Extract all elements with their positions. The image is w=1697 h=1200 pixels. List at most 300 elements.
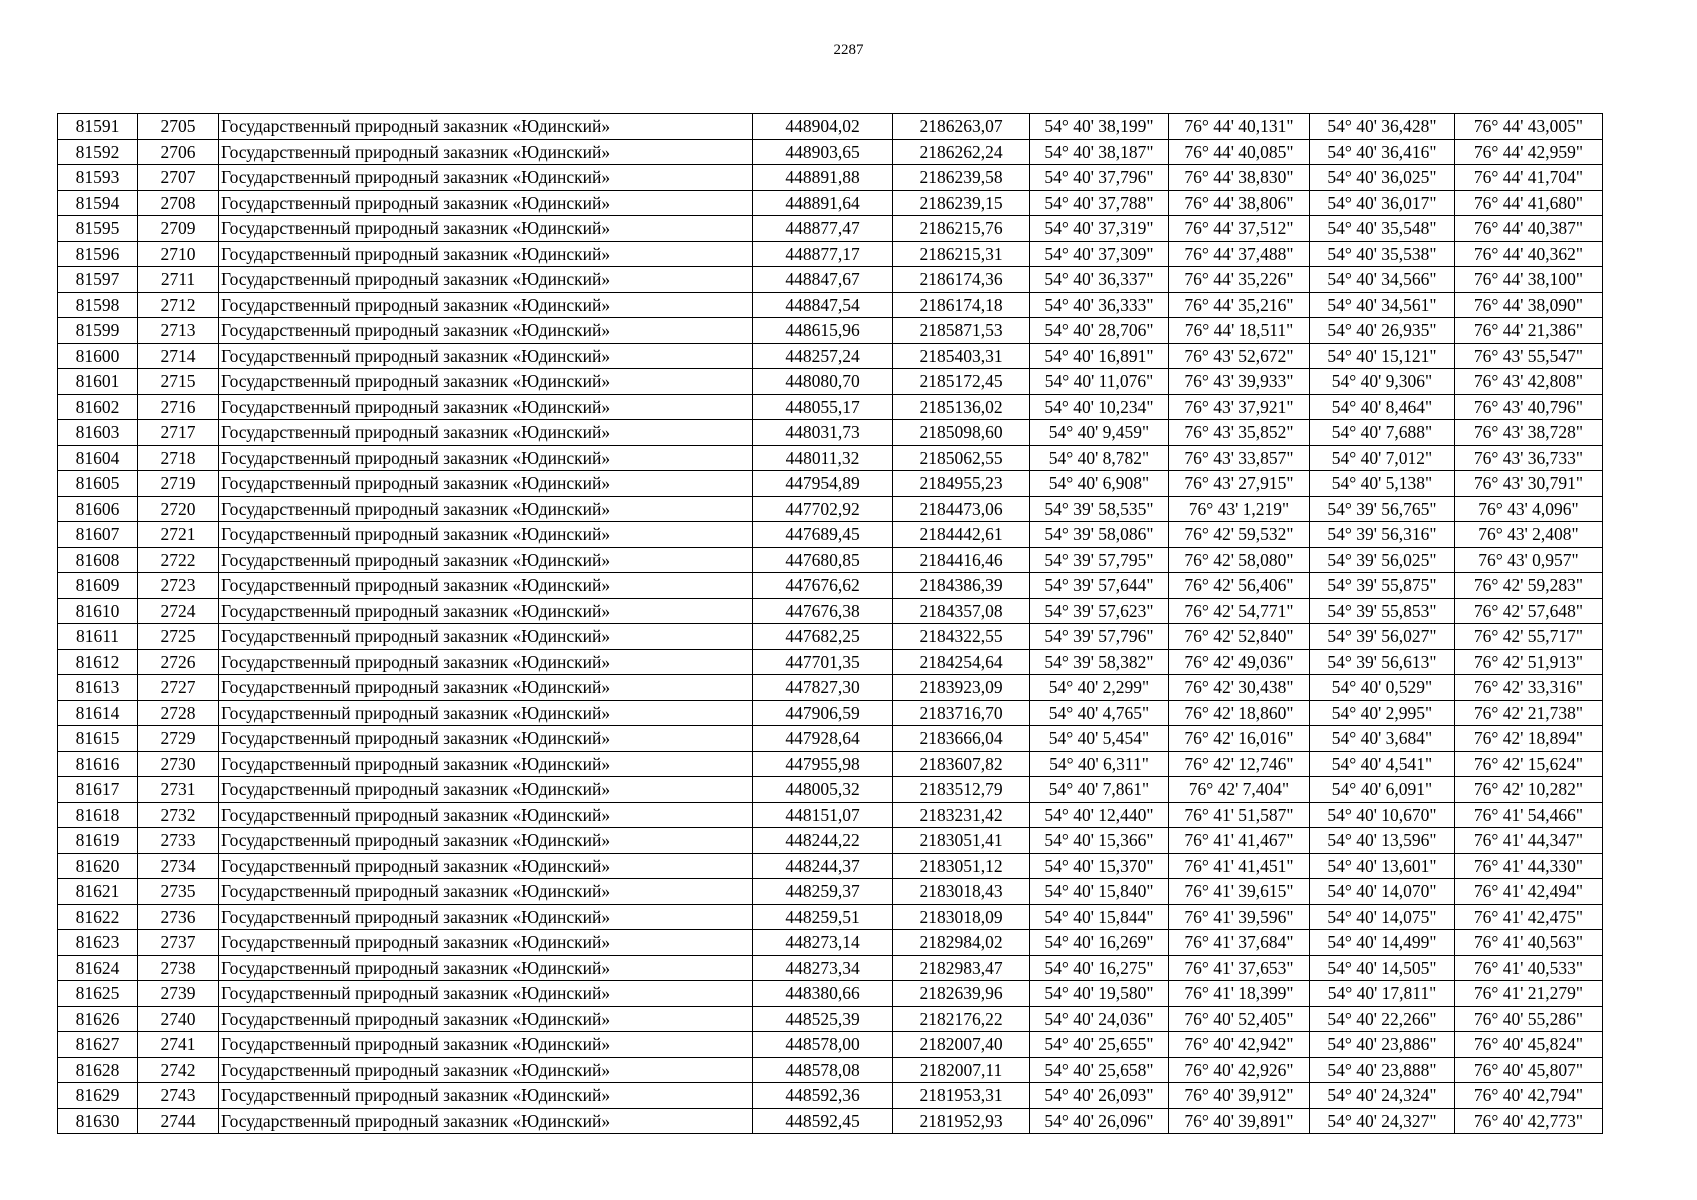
latitude-1-cell: 54° 40' 28,706" bbox=[1030, 318, 1169, 344]
coord-y-cell: 2186239,58 bbox=[893, 165, 1030, 191]
point-number-cell: 2738 bbox=[138, 955, 219, 981]
table-row bbox=[58, 981, 1603, 1007]
coordinates-table bbox=[57, 113, 1603, 1134]
latitude-1-cell: 54° 40' 7,861" bbox=[1030, 777, 1169, 803]
longitude-1-cell: 76° 40' 39,891" bbox=[1169, 1108, 1310, 1134]
table-row bbox=[58, 241, 1603, 267]
latitude-2-cell: 54° 40' 6,091" bbox=[1310, 777, 1455, 803]
longitude-2-cell: 76° 42' 55,717" bbox=[1455, 624, 1603, 650]
latitude-2-cell: 54° 40' 24,324" bbox=[1310, 1083, 1455, 1109]
point-number-cell: 2724 bbox=[138, 598, 219, 624]
table-row bbox=[58, 726, 1603, 752]
coord-x-cell: 447676,62 bbox=[753, 573, 893, 599]
coord-y-cell: 2186239,15 bbox=[893, 190, 1030, 216]
longitude-2-cell: 76° 42' 21,738" bbox=[1455, 700, 1603, 726]
coord-x-cell: 448259,37 bbox=[753, 879, 893, 905]
table-row bbox=[58, 879, 1603, 905]
longitude-2-cell: 76° 42' 57,648" bbox=[1455, 598, 1603, 624]
coord-x-cell: 447954,89 bbox=[753, 471, 893, 497]
longitude-1-cell: 76° 44' 37,488" bbox=[1169, 241, 1310, 267]
longitude-2-cell: 76° 41' 44,347" bbox=[1455, 828, 1603, 854]
longitude-1-cell: 76° 41' 51,587" bbox=[1169, 802, 1310, 828]
longitude-2-cell: 76° 44' 38,090" bbox=[1455, 292, 1603, 318]
reserve-name-cell: Государственный природный заказник «Юдинский» bbox=[219, 853, 753, 879]
coord-y-cell: 2183923,09 bbox=[893, 675, 1030, 701]
point-number-cell: 2726 bbox=[138, 649, 219, 675]
longitude-1-cell: 76° 44' 38,830" bbox=[1169, 165, 1310, 191]
latitude-2-cell: 54° 40' 4,541" bbox=[1310, 751, 1455, 777]
coord-x-cell: 448273,34 bbox=[753, 955, 893, 981]
reserve-name-cell: Государственный природный заказник «Юдинский» bbox=[219, 1057, 753, 1083]
latitude-1-cell: 54° 39' 58,086" bbox=[1030, 522, 1169, 548]
longitude-2-cell: 76° 42' 51,913" bbox=[1455, 649, 1603, 675]
longitude-1-cell: 76° 41' 18,399" bbox=[1169, 981, 1310, 1007]
row-number-cell: 81600 bbox=[58, 343, 138, 369]
latitude-1-cell: 54° 40' 37,319" bbox=[1030, 216, 1169, 242]
reserve-name-cell: Государственный природный заказник «Юдинский» bbox=[219, 700, 753, 726]
row-number-cell: 81591 bbox=[58, 114, 138, 140]
longitude-2-cell: 76° 41' 40,563" bbox=[1455, 930, 1603, 956]
longitude-2-cell: 76° 40' 55,286" bbox=[1455, 1006, 1603, 1032]
longitude-2-cell: 76° 44' 40,362" bbox=[1455, 241, 1603, 267]
table-row bbox=[58, 343, 1603, 369]
latitude-2-cell: 54° 39' 55,853" bbox=[1310, 598, 1455, 624]
coord-y-cell: 2184386,39 bbox=[893, 573, 1030, 599]
latitude-2-cell: 54° 40' 14,070" bbox=[1310, 879, 1455, 905]
row-number-cell: 81609 bbox=[58, 573, 138, 599]
longitude-1-cell: 76° 43' 37,921" bbox=[1169, 394, 1310, 420]
longitude-2-cell: 76° 44' 21,386" bbox=[1455, 318, 1603, 344]
coord-x-cell: 448847,54 bbox=[753, 292, 893, 318]
point-number-cell: 2717 bbox=[138, 420, 219, 446]
coord-x-cell: 447701,35 bbox=[753, 649, 893, 675]
longitude-2-cell: 76° 43' 38,728" bbox=[1455, 420, 1603, 446]
reserve-name-cell: Государственный природный заказник «Юдинский» bbox=[219, 114, 753, 140]
latitude-1-cell: 54° 40' 38,199" bbox=[1030, 114, 1169, 140]
row-number-cell: 81624 bbox=[58, 955, 138, 981]
longitude-1-cell: 76° 43' 39,933" bbox=[1169, 369, 1310, 395]
latitude-2-cell: 54° 40' 15,121" bbox=[1310, 343, 1455, 369]
row-number-cell: 81608 bbox=[58, 547, 138, 573]
row-number-cell: 81595 bbox=[58, 216, 138, 242]
coord-y-cell: 2186174,18 bbox=[893, 292, 1030, 318]
longitude-2-cell: 76° 41' 21,279" bbox=[1455, 981, 1603, 1007]
longitude-1-cell: 76° 44' 38,806" bbox=[1169, 190, 1310, 216]
row-number-cell: 81618 bbox=[58, 802, 138, 828]
longitude-1-cell: 76° 42' 52,840" bbox=[1169, 624, 1310, 650]
reserve-name-cell: Государственный природный заказник «Юдинский» bbox=[219, 216, 753, 242]
point-number-cell: 2718 bbox=[138, 445, 219, 471]
coord-y-cell: 2186215,76 bbox=[893, 216, 1030, 242]
coord-x-cell: 448273,14 bbox=[753, 930, 893, 956]
reserve-name-cell: Государственный природный заказник «Юдинский» bbox=[219, 675, 753, 701]
latitude-1-cell: 54° 40' 37,788" bbox=[1030, 190, 1169, 216]
longitude-1-cell: 76° 41' 37,653" bbox=[1169, 955, 1310, 981]
coord-y-cell: 2186263,07 bbox=[893, 114, 1030, 140]
coord-y-cell: 2181952,93 bbox=[893, 1108, 1030, 1134]
coord-y-cell: 2181953,31 bbox=[893, 1083, 1030, 1109]
latitude-1-cell: 54° 40' 36,337" bbox=[1030, 267, 1169, 293]
table-row bbox=[58, 904, 1603, 930]
point-number-cell: 2721 bbox=[138, 522, 219, 548]
table-row bbox=[58, 267, 1603, 293]
point-number-cell: 2735 bbox=[138, 879, 219, 905]
reserve-name-cell: Государственный природный заказник «Юдинский» bbox=[219, 471, 753, 497]
point-number-cell: 2723 bbox=[138, 573, 219, 599]
reserve-name-cell: Государственный природный заказник «Юдинский» bbox=[219, 267, 753, 293]
latitude-1-cell: 54° 40' 38,187" bbox=[1030, 139, 1169, 165]
point-number-cell: 2730 bbox=[138, 751, 219, 777]
row-number-cell: 81621 bbox=[58, 879, 138, 905]
point-number-cell: 2714 bbox=[138, 343, 219, 369]
coord-y-cell: 2186174,36 bbox=[893, 267, 1030, 293]
latitude-2-cell: 54° 40' 36,428" bbox=[1310, 114, 1455, 140]
table-row bbox=[58, 1057, 1603, 1083]
reserve-name-cell: Государственный природный заказник «Юдинский» bbox=[219, 573, 753, 599]
point-number-cell: 2740 bbox=[138, 1006, 219, 1032]
longitude-2-cell: 76° 44' 40,387" bbox=[1455, 216, 1603, 242]
table-row bbox=[58, 318, 1603, 344]
latitude-1-cell: 54° 39' 57,623" bbox=[1030, 598, 1169, 624]
latitude-1-cell: 54° 40' 37,796" bbox=[1030, 165, 1169, 191]
table-row bbox=[58, 777, 1603, 803]
longitude-1-cell: 76° 42' 30,438" bbox=[1169, 675, 1310, 701]
latitude-2-cell: 54° 40' 14,505" bbox=[1310, 955, 1455, 981]
coord-x-cell: 447676,38 bbox=[753, 598, 893, 624]
table-row bbox=[58, 802, 1603, 828]
longitude-2-cell: 76° 43' 30,791" bbox=[1455, 471, 1603, 497]
latitude-2-cell: 54° 40' 26,935" bbox=[1310, 318, 1455, 344]
latitude-1-cell: 54° 40' 19,580" bbox=[1030, 981, 1169, 1007]
table-row bbox=[58, 369, 1603, 395]
latitude-2-cell: 54° 40' 7,688" bbox=[1310, 420, 1455, 446]
reserve-name-cell: Государственный природный заказник «Юдинский» bbox=[219, 241, 753, 267]
point-number-cell: 2720 bbox=[138, 496, 219, 522]
reserve-name-cell: Государственный природный заказник «Юдинский» bbox=[219, 1108, 753, 1134]
longitude-2-cell: 76° 44' 41,680" bbox=[1455, 190, 1603, 216]
reserve-name-cell: Государственный природный заказник «Юдинский» bbox=[219, 649, 753, 675]
coord-x-cell: 447680,85 bbox=[753, 547, 893, 573]
longitude-1-cell: 76° 41' 39,615" bbox=[1169, 879, 1310, 905]
longitude-1-cell: 76° 40' 52,405" bbox=[1169, 1006, 1310, 1032]
longitude-1-cell: 76° 41' 41,451" bbox=[1169, 853, 1310, 879]
coord-y-cell: 2182007,40 bbox=[893, 1032, 1030, 1058]
longitude-1-cell: 76° 41' 41,467" bbox=[1169, 828, 1310, 854]
table-row bbox=[58, 955, 1603, 981]
latitude-1-cell: 54° 40' 15,370" bbox=[1030, 853, 1169, 879]
page-number: 2287 bbox=[833, 42, 864, 58]
coord-x-cell: 448011,32 bbox=[753, 445, 893, 471]
point-number-cell: 2739 bbox=[138, 981, 219, 1007]
latitude-2-cell: 54° 39' 56,027" bbox=[1310, 624, 1455, 650]
coord-y-cell: 2185062,55 bbox=[893, 445, 1030, 471]
row-number-cell: 81619 bbox=[58, 828, 138, 854]
latitude-2-cell: 54° 40' 35,538" bbox=[1310, 241, 1455, 267]
row-number-cell: 81605 bbox=[58, 471, 138, 497]
latitude-1-cell: 54° 40' 26,096" bbox=[1030, 1108, 1169, 1134]
table-row bbox=[58, 547, 1603, 573]
reserve-name-cell: Государственный природный заказник «Юдинский» bbox=[219, 828, 753, 854]
latitude-2-cell: 54° 40' 36,017" bbox=[1310, 190, 1455, 216]
reserve-name-cell: Государственный природный заказник «Юдинский» bbox=[219, 726, 753, 752]
longitude-1-cell: 76° 40' 39,912" bbox=[1169, 1083, 1310, 1109]
coord-x-cell: 448525,39 bbox=[753, 1006, 893, 1032]
point-number-cell: 2716 bbox=[138, 394, 219, 420]
table-row bbox=[58, 1032, 1603, 1058]
reserve-name-cell: Государственный природный заказник «Юдинский» bbox=[219, 751, 753, 777]
table-row bbox=[58, 930, 1603, 956]
longitude-2-cell: 76° 44' 43,005" bbox=[1455, 114, 1603, 140]
coord-x-cell: 447827,30 bbox=[753, 675, 893, 701]
table-row bbox=[58, 598, 1603, 624]
coord-y-cell: 2183231,42 bbox=[893, 802, 1030, 828]
latitude-1-cell: 54° 40' 8,782" bbox=[1030, 445, 1169, 471]
row-number-cell: 81592 bbox=[58, 139, 138, 165]
latitude-1-cell: 54° 40' 6,311" bbox=[1030, 751, 1169, 777]
coord-y-cell: 2185172,45 bbox=[893, 369, 1030, 395]
latitude-1-cell: 54° 40' 26,093" bbox=[1030, 1083, 1169, 1109]
coord-y-cell: 2184416,46 bbox=[893, 547, 1030, 573]
longitude-2-cell: 76° 42' 15,624" bbox=[1455, 751, 1603, 777]
longitude-2-cell: 76° 42' 59,283" bbox=[1455, 573, 1603, 599]
coord-x-cell: 448903,65 bbox=[753, 139, 893, 165]
point-number-cell: 2713 bbox=[138, 318, 219, 344]
longitude-2-cell: 76° 43' 2,408" bbox=[1455, 522, 1603, 548]
coord-x-cell: 448259,51 bbox=[753, 904, 893, 930]
reserve-name-cell: Государственный природный заказник «Юдинский» bbox=[219, 930, 753, 956]
latitude-2-cell: 54° 39' 55,875" bbox=[1310, 573, 1455, 599]
reserve-name-cell: Государственный природный заказник «Юдинский» bbox=[219, 394, 753, 420]
latitude-1-cell: 54° 40' 25,658" bbox=[1030, 1057, 1169, 1083]
reserve-name-cell: Государственный природный заказник «Юдинский» bbox=[219, 445, 753, 471]
latitude-1-cell: 54° 40' 16,891" bbox=[1030, 343, 1169, 369]
reserve-name-cell: Государственный природный заказник «Юдинский» bbox=[219, 139, 753, 165]
reserve-name-cell: Государственный природный заказник «Юдинский» bbox=[219, 1006, 753, 1032]
point-number-cell: 2719 bbox=[138, 471, 219, 497]
row-number-cell: 81629 bbox=[58, 1083, 138, 1109]
reserve-name-cell: Государственный природный заказник «Юдинский» bbox=[219, 369, 753, 395]
longitude-1-cell: 76° 43' 52,672" bbox=[1169, 343, 1310, 369]
longitude-2-cell: 76° 41' 42,494" bbox=[1455, 879, 1603, 905]
reserve-name-cell: Государственный природный заказник «Юдинский» bbox=[219, 981, 753, 1007]
coord-x-cell: 448592,45 bbox=[753, 1108, 893, 1134]
coord-y-cell: 2184357,08 bbox=[893, 598, 1030, 624]
row-number-cell: 81630 bbox=[58, 1108, 138, 1134]
longitude-2-cell: 76° 43' 4,096" bbox=[1455, 496, 1603, 522]
coord-y-cell: 2183716,70 bbox=[893, 700, 1030, 726]
reserve-name-cell: Государственный природный заказник «Юдинский» bbox=[219, 879, 753, 905]
coord-y-cell: 2182176,22 bbox=[893, 1006, 1030, 1032]
table-row bbox=[58, 114, 1603, 140]
point-number-cell: 2743 bbox=[138, 1083, 219, 1109]
coord-y-cell: 2185136,02 bbox=[893, 394, 1030, 420]
coord-y-cell: 2182983,47 bbox=[893, 955, 1030, 981]
row-number-cell: 81617 bbox=[58, 777, 138, 803]
point-number-cell: 2733 bbox=[138, 828, 219, 854]
longitude-2-cell: 76° 41' 54,466" bbox=[1455, 802, 1603, 828]
row-number-cell: 81610 bbox=[58, 598, 138, 624]
point-number-cell: 2742 bbox=[138, 1057, 219, 1083]
row-number-cell: 81612 bbox=[58, 649, 138, 675]
coord-y-cell: 2182007,11 bbox=[893, 1057, 1030, 1083]
longitude-1-cell: 76° 44' 35,216" bbox=[1169, 292, 1310, 318]
row-number-cell: 81611 bbox=[58, 624, 138, 650]
coord-x-cell: 447682,25 bbox=[753, 624, 893, 650]
coord-y-cell: 2183018,09 bbox=[893, 904, 1030, 930]
longitude-1-cell: 76° 41' 37,684" bbox=[1169, 930, 1310, 956]
point-number-cell: 2729 bbox=[138, 726, 219, 752]
coord-x-cell: 448257,24 bbox=[753, 343, 893, 369]
coord-y-cell: 2184254,64 bbox=[893, 649, 1030, 675]
coord-x-cell: 447702,92 bbox=[753, 496, 893, 522]
latitude-2-cell: 54° 40' 8,464" bbox=[1310, 394, 1455, 420]
latitude-2-cell: 54° 40' 0,529" bbox=[1310, 675, 1455, 701]
longitude-2-cell: 76° 43' 36,733" bbox=[1455, 445, 1603, 471]
longitude-1-cell: 76° 40' 42,926" bbox=[1169, 1057, 1310, 1083]
latitude-2-cell: 54° 40' 23,886" bbox=[1310, 1032, 1455, 1058]
coord-y-cell: 2183051,12 bbox=[893, 853, 1030, 879]
point-number-cell: 2736 bbox=[138, 904, 219, 930]
latitude-2-cell: 54° 39' 56,765" bbox=[1310, 496, 1455, 522]
reserve-name-cell: Государственный природный заказник «Юдинский» bbox=[219, 547, 753, 573]
coord-x-cell: 447955,98 bbox=[753, 751, 893, 777]
latitude-1-cell: 54° 39' 57,795" bbox=[1030, 547, 1169, 573]
latitude-1-cell: 54° 40' 12,440" bbox=[1030, 802, 1169, 828]
longitude-1-cell: 76° 43' 33,857" bbox=[1169, 445, 1310, 471]
coord-x-cell: 448151,07 bbox=[753, 802, 893, 828]
latitude-2-cell: 54° 39' 56,025" bbox=[1310, 547, 1455, 573]
longitude-2-cell: 76° 44' 41,704" bbox=[1455, 165, 1603, 191]
latitude-2-cell: 54° 39' 56,316" bbox=[1310, 522, 1455, 548]
latitude-1-cell: 54° 39' 57,796" bbox=[1030, 624, 1169, 650]
latitude-1-cell: 54° 40' 15,366" bbox=[1030, 828, 1169, 854]
table-row bbox=[58, 445, 1603, 471]
latitude-2-cell: 54° 40' 13,601" bbox=[1310, 853, 1455, 879]
latitude-2-cell: 54° 40' 22,266" bbox=[1310, 1006, 1455, 1032]
latitude-2-cell: 54° 40' 36,025" bbox=[1310, 165, 1455, 191]
row-number-cell: 81616 bbox=[58, 751, 138, 777]
row-number-cell: 81627 bbox=[58, 1032, 138, 1058]
table-row bbox=[58, 139, 1603, 165]
longitude-1-cell: 76° 42' 16,016" bbox=[1169, 726, 1310, 752]
table-row bbox=[58, 1006, 1603, 1032]
longitude-1-cell: 76° 42' 56,406" bbox=[1169, 573, 1310, 599]
coord-x-cell: 448055,17 bbox=[753, 394, 893, 420]
coord-x-cell: 448847,67 bbox=[753, 267, 893, 293]
longitude-2-cell: 76° 41' 42,475" bbox=[1455, 904, 1603, 930]
coord-x-cell: 448877,47 bbox=[753, 216, 893, 242]
latitude-1-cell: 54° 40' 16,269" bbox=[1030, 930, 1169, 956]
coord-y-cell: 2183051,41 bbox=[893, 828, 1030, 854]
coord-x-cell: 447928,64 bbox=[753, 726, 893, 752]
point-number-cell: 2731 bbox=[138, 777, 219, 803]
reserve-name-cell: Государственный природный заказник «Юдинский» bbox=[219, 1032, 753, 1058]
latitude-1-cell: 54° 39' 57,644" bbox=[1030, 573, 1169, 599]
longitude-1-cell: 76° 43' 27,915" bbox=[1169, 471, 1310, 497]
longitude-1-cell: 76° 42' 49,036" bbox=[1169, 649, 1310, 675]
latitude-1-cell: 54° 40' 36,333" bbox=[1030, 292, 1169, 318]
coord-y-cell: 2183018,43 bbox=[893, 879, 1030, 905]
point-number-cell: 2737 bbox=[138, 930, 219, 956]
row-number-cell: 81628 bbox=[58, 1057, 138, 1083]
latitude-2-cell: 54° 40' 34,561" bbox=[1310, 292, 1455, 318]
coord-x-cell: 448244,37 bbox=[753, 853, 893, 879]
table-row bbox=[58, 216, 1603, 242]
row-number-cell: 81594 bbox=[58, 190, 138, 216]
point-number-cell: 2715 bbox=[138, 369, 219, 395]
coord-x-cell: 448380,66 bbox=[753, 981, 893, 1007]
longitude-1-cell: 76° 43' 1,219" bbox=[1169, 496, 1310, 522]
coord-y-cell: 2184442,61 bbox=[893, 522, 1030, 548]
longitude-1-cell: 76° 40' 42,942" bbox=[1169, 1032, 1310, 1058]
reserve-name-cell: Государственный природный заказник «Юдинский» bbox=[219, 904, 753, 930]
row-number-cell: 81601 bbox=[58, 369, 138, 395]
coord-x-cell: 448244,22 bbox=[753, 828, 893, 854]
longitude-2-cell: 76° 42' 33,316" bbox=[1455, 675, 1603, 701]
latitude-2-cell: 54° 40' 36,416" bbox=[1310, 139, 1455, 165]
reserve-name-cell: Государственный природный заказник «Юдинский» bbox=[219, 522, 753, 548]
latitude-2-cell: 54° 39' 56,613" bbox=[1310, 649, 1455, 675]
coord-x-cell: 447906,59 bbox=[753, 700, 893, 726]
coord-x-cell: 448592,36 bbox=[753, 1083, 893, 1109]
coord-x-cell: 448031,73 bbox=[753, 420, 893, 446]
row-number-cell: 81597 bbox=[58, 267, 138, 293]
latitude-1-cell: 54° 40' 15,844" bbox=[1030, 904, 1169, 930]
coord-y-cell: 2185403,31 bbox=[893, 343, 1030, 369]
latitude-2-cell: 54° 40' 5,138" bbox=[1310, 471, 1455, 497]
table-row bbox=[58, 496, 1603, 522]
row-number-cell: 81596 bbox=[58, 241, 138, 267]
row-number-cell: 81604 bbox=[58, 445, 138, 471]
coord-x-cell: 448080,70 bbox=[753, 369, 893, 395]
reserve-name-cell: Государственный природный заказник «Юдинский» bbox=[219, 165, 753, 191]
point-number-cell: 2741 bbox=[138, 1032, 219, 1058]
longitude-2-cell: 76° 41' 40,533" bbox=[1455, 955, 1603, 981]
point-number-cell: 2709 bbox=[138, 216, 219, 242]
table-row bbox=[58, 1083, 1603, 1109]
coord-x-cell: 448891,88 bbox=[753, 165, 893, 191]
reserve-name-cell: Государственный природный заказник «Юдинский» bbox=[219, 624, 753, 650]
table-row bbox=[58, 853, 1603, 879]
latitude-1-cell: 54° 40' 10,234" bbox=[1030, 394, 1169, 420]
row-number-cell: 81607 bbox=[58, 522, 138, 548]
coord-y-cell: 2183666,04 bbox=[893, 726, 1030, 752]
reserve-name-cell: Государственный природный заказник «Юдинский» bbox=[219, 955, 753, 981]
latitude-1-cell: 54° 40' 16,275" bbox=[1030, 955, 1169, 981]
latitude-1-cell: 54° 40' 6,908" bbox=[1030, 471, 1169, 497]
coord-x-cell: 448005,32 bbox=[753, 777, 893, 803]
latitude-2-cell: 54° 40' 35,548" bbox=[1310, 216, 1455, 242]
longitude-2-cell: 76° 43' 40,796" bbox=[1455, 394, 1603, 420]
row-number-cell: 81622 bbox=[58, 904, 138, 930]
longitude-2-cell: 76° 44' 38,100" bbox=[1455, 267, 1603, 293]
row-number-cell: 81620 bbox=[58, 853, 138, 879]
coord-y-cell: 2184955,23 bbox=[893, 471, 1030, 497]
reserve-name-cell: Государственный природный заказник «Юдинский» bbox=[219, 802, 753, 828]
latitude-2-cell: 54° 40' 2,995" bbox=[1310, 700, 1455, 726]
reserve-name-cell: Государственный природный заказник «Юдинский» bbox=[219, 777, 753, 803]
coord-x-cell: 448578,08 bbox=[753, 1057, 893, 1083]
coord-y-cell: 2183607,82 bbox=[893, 751, 1030, 777]
reserve-name-cell: Государственный природный заказник «Юдинский» bbox=[219, 318, 753, 344]
row-number-cell: 81625 bbox=[58, 981, 138, 1007]
latitude-1-cell: 54° 39' 58,535" bbox=[1030, 496, 1169, 522]
longitude-1-cell: 76° 44' 37,512" bbox=[1169, 216, 1310, 242]
row-number-cell: 81613 bbox=[58, 675, 138, 701]
longitude-1-cell: 76° 44' 35,226" bbox=[1169, 267, 1310, 293]
coord-y-cell: 2185098,60 bbox=[893, 420, 1030, 446]
point-number-cell: 2734 bbox=[138, 853, 219, 879]
